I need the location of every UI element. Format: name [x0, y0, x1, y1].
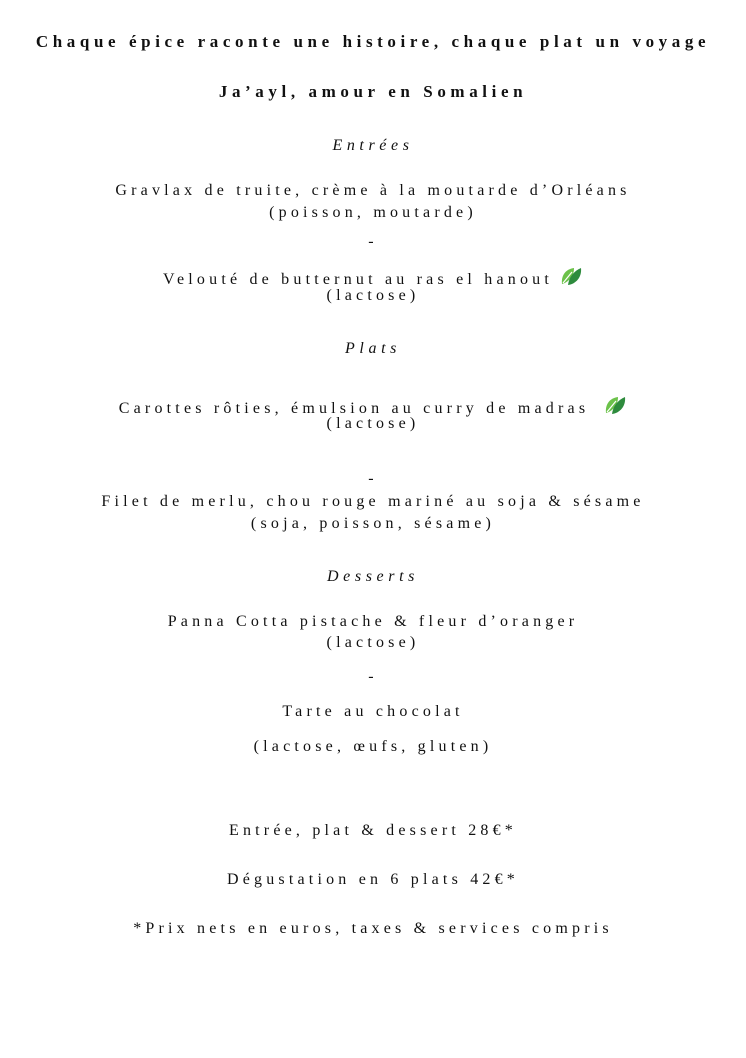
dish-allergens: (lactose) [326, 634, 420, 651]
dish-name: Gravlax de truite, crème à la moutarde d’Orléans [115, 182, 631, 199]
dish-allergens: (soja, poisson, sésame) [250, 515, 496, 532]
section-title-desserts: Desserts [327, 568, 419, 585]
dish-name: Velouté de butternut au ras el hanout [163, 271, 553, 288]
dish-name: Panna Cotta pistache & fleur d’oranger [167, 613, 579, 630]
dish-separator: - [368, 233, 378, 250]
dish-allergens: (lactose) [326, 415, 420, 432]
dish-separator: - [368, 470, 378, 487]
section-title-plats: Plats [345, 340, 401, 357]
dish-name: Filet de merlu, chou rouge mariné au soja & sésame [101, 493, 645, 510]
dish-allergens: (poisson, moutarde) [269, 204, 477, 221]
dish-name: Carottes rôties, émulsion au curry de madras [118, 400, 590, 417]
menu-tagline: Chaque épice raconte une histoire, chaque plat un voyage [35, 32, 711, 51]
dish-allergens: (lactose, œufs, gluten) [253, 738, 493, 755]
dish-separator: - [368, 668, 378, 685]
menu-subtitle: Ja’ayl, amour en Somalien [218, 82, 528, 101]
vegetarian-leaf-icon [559, 264, 583, 288]
price-note: *Prix nets en euros, taxes & services compris [133, 920, 613, 937]
price-menu: Entrée, plat & dessert 28€* [228, 822, 518, 839]
dish-allergens: (lactose) [326, 287, 420, 304]
price-degustation: Dégustation en 6 plats 42€* [226, 871, 520, 888]
dish-name: Tarte au chocolat [282, 703, 464, 720]
section-title-entrees: Entrées [332, 137, 414, 154]
